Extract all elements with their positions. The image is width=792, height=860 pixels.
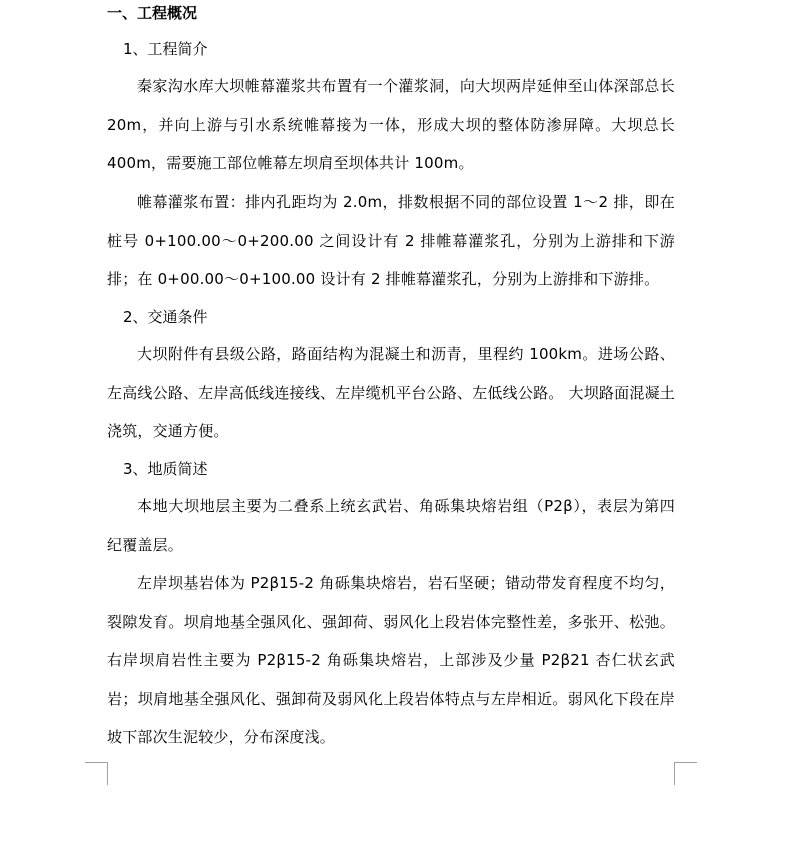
paragraph-geology-2: 左岸坝基岩体为 P2β15-2 角砾集块熔岩，岩石坚硬；错动带发育程度不均匀，裂隙发育。坝肩地基全强风化、强卸荷、弱风化上段岩体完整性差，多张开、松弛。右岸坝肩岩性主要为 P2β15-2 角砾集块熔岩，上部涉及少量 P2β21 杏仁状玄武岩；坝肩地基全强风化、强卸荷及弱风化上段岩体特点与左岸相近。弱风化下段在岸坡下部次生泥较少，分布深度浅。 [107, 574, 675, 746]
page-corner-mark-left [85, 762, 108, 785]
page-corner-mark-right [674, 762, 697, 785]
subheading-traffic: 2、交通条件 [123, 308, 208, 326]
paragraph-traffic-1: 大坝附件有县级公路，路面结构为混凝土和沥青，里程约 100km。进场公路、左高线公路、左岸高低线连接线、左岸缆机平台公路、左低线公路。 大坝路面混凝土浇筑，交通方便。 [107, 345, 675, 440]
paragraph-project-intro-1: 秦家沟水库大坝帷幕灌浆共布置有一个灌浆洞，向大坝两岸延伸至山体深部总长 20m，并向上游与引水系统帷幕接为一体，形成大坝的整体防渗屏障。大坝总长 400m，需要施工部位帷幕左坝肩至坝体共计 100m。 [107, 77, 675, 172]
paragraph-geology-1: 本地大坝地层主要为二叠系上统玄武岩、角砾集块熔岩组（P2β），表层为第四纪覆盖层。 [107, 497, 675, 554]
paragraph-project-intro-2: 帷幕灌浆布置：排内孔距均为 2.0m，排数根据不同的部位设置 1～2 排，即在桩号 0+100.00～0+200.00 之间设计有 2 排帷幕灌浆孔，分别为上游排和下游排；在 0+00.00～0+100.00 设计有 2 排帷幕灌浆孔，分别为上游排和下游排。 [107, 193, 675, 288]
section-title: 一、工程概况 [107, 4, 198, 22]
subheading-project-intro: 1、工程简介 [123, 40, 208, 58]
subheading-geology: 3、地质简述 [123, 460, 208, 478]
